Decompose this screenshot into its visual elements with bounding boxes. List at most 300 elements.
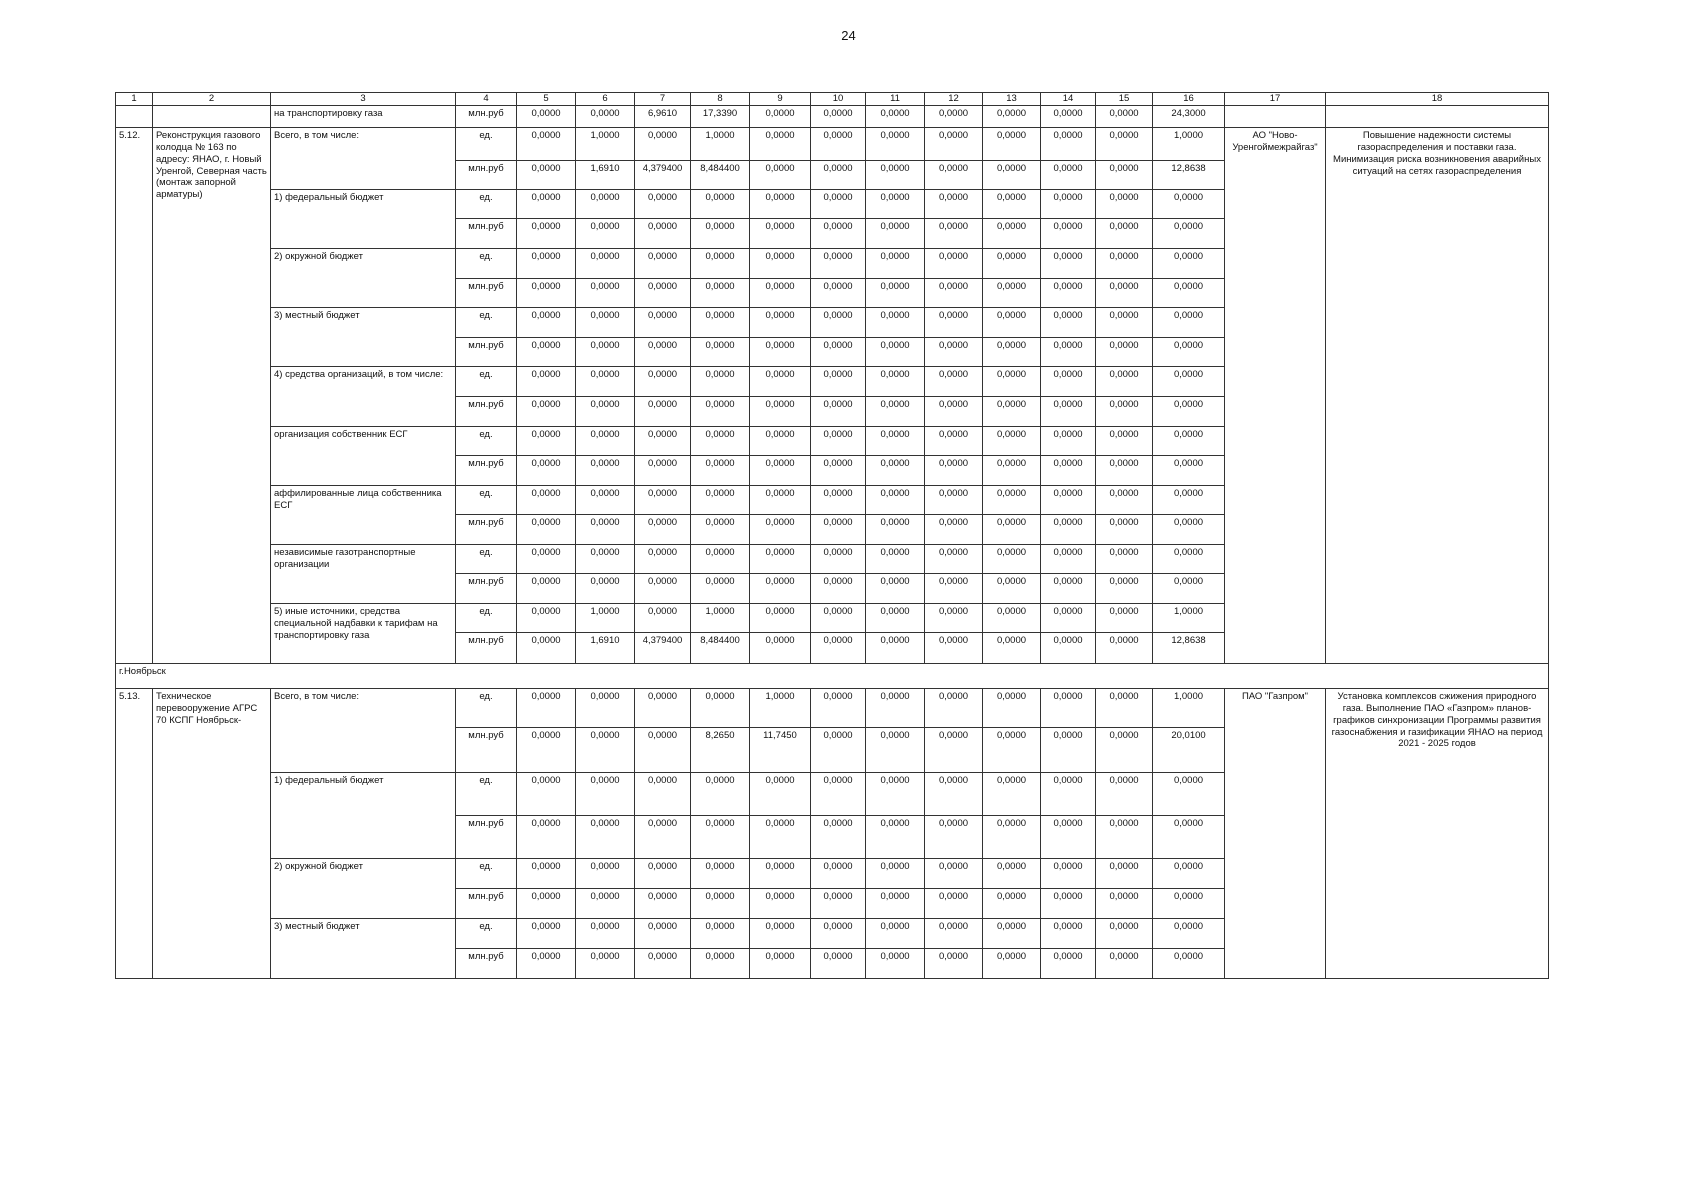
- value-cell: 0,0000: [750, 127, 811, 160]
- value-cell: 0,0000: [1041, 918, 1096, 948]
- value-cell: 0,0000: [517, 366, 576, 396]
- value-cell: 0,0000: [983, 218, 1041, 248]
- value-cell: 0,0000: [691, 688, 750, 727]
- value-cell: 12,8638: [1153, 160, 1225, 189]
- unit-cell: ед.: [456, 127, 517, 160]
- value-cell: 0,0000: [1153, 544, 1225, 573]
- value-cell: 0,0000: [1153, 189, 1225, 218]
- value-cell: 0,0000: [576, 918, 635, 948]
- unit-cell: млн.руб: [456, 727, 517, 772]
- value-cell: 0,0000: [635, 278, 691, 307]
- goal: Повышение надежности системы газораспределения и поставки газа. Минимизация риска возникновения аварийных ситуаций на сетях газораспределения: [1326, 127, 1549, 663]
- unit-cell: млн.руб: [456, 573, 517, 603]
- value-cell: 0,0000: [811, 337, 866, 366]
- value-cell: 0,0000: [517, 278, 576, 307]
- value-cell: 0,0000: [750, 218, 811, 248]
- value-cell: 0,0000: [576, 337, 635, 366]
- column-number: 7: [635, 93, 691, 106]
- value-cell: 0,0000: [866, 160, 925, 189]
- value-cell: 0,0000: [517, 485, 576, 514]
- value-cell: 0,0000: [925, 455, 983, 485]
- value-cell: 0,0000: [983, 485, 1041, 514]
- value-cell: 0,0000: [1153, 888, 1225, 918]
- value-cell: 0,0000: [983, 307, 1041, 337]
- value-cell: 0,0000: [1096, 485, 1153, 514]
- value-cell: 8,484400: [691, 632, 750, 663]
- value-cell: 0,0000: [576, 366, 635, 396]
- value-cell: 0,0000: [1041, 307, 1096, 337]
- value-cell: 0,0000: [517, 603, 576, 632]
- value-cell: 0,0000: [691, 396, 750, 426]
- value-cell: 0,0000: [691, 337, 750, 366]
- value-cell: 0,0000: [1153, 815, 1225, 858]
- column-number: 3: [271, 93, 456, 106]
- value-cell: 0,0000: [811, 127, 866, 160]
- value-cell: 0,0000: [576, 455, 635, 485]
- value-cell: 0,0000: [866, 573, 925, 603]
- value-cell: 0,0000: [576, 688, 635, 727]
- value-cell: 0,0000: [750, 248, 811, 278]
- column-number: 13: [983, 93, 1041, 106]
- value-cell: 0,0000: [983, 918, 1041, 948]
- funding-source-label: Всего, в том числе:: [271, 688, 456, 772]
- value-cell: 0,0000: [866, 278, 925, 307]
- value-cell: 0,0000: [983, 426, 1041, 455]
- value-cell: 0,0000: [1153, 426, 1225, 455]
- column-number: 6: [576, 93, 635, 106]
- value-cell: 12,8638: [1153, 632, 1225, 663]
- value-cell: 0,0000: [517, 858, 576, 888]
- value-cell: 0,0000: [635, 544, 691, 573]
- value-cell: 0,0000: [517, 772, 576, 815]
- value-cell: 0,0000: [1096, 544, 1153, 573]
- value-cell: 0,0000: [866, 366, 925, 396]
- value-cell: 0,0000: [750, 278, 811, 307]
- value-cell: 1,0000: [1153, 603, 1225, 632]
- value-cell: 1,0000: [750, 688, 811, 727]
- unit-cell: млн.руб: [456, 218, 517, 248]
- value-cell: 0,0000: [983, 248, 1041, 278]
- value-cell: 0,0000: [576, 307, 635, 337]
- value-cell: 0,0000: [691, 366, 750, 396]
- item-name: Реконструкция газового колодца № 163 по адресу: ЯНАО, г. Новый Уренгой, Северная часть (монтаж запорной арматуры): [153, 127, 271, 663]
- unit-cell: ед.: [456, 772, 517, 815]
- item-row: [116, 127, 1549, 160]
- value-cell: 0,0000: [866, 858, 925, 888]
- value-cell: 0,0000: [576, 485, 635, 514]
- value-cell: 0,0000: [925, 815, 983, 858]
- value-cell: 0,0000: [517, 918, 576, 948]
- value-cell: 0,0000: [1041, 278, 1096, 307]
- value-cell: 0,0000: [1153, 366, 1225, 396]
- value-cell: 0,0000: [691, 307, 750, 337]
- value-cell: 0,0000: [983, 455, 1041, 485]
- value-cell: 0,0000: [811, 514, 866, 544]
- value-cell: 0,0000: [635, 573, 691, 603]
- value-cell: 0,0000: [1041, 248, 1096, 278]
- value-cell: 0,0000: [811, 815, 866, 858]
- value-cell: 0,0000: [866, 727, 925, 772]
- unit-cell: ед.: [456, 426, 517, 455]
- value-cell: 0,0000: [691, 455, 750, 485]
- value-cell: 0,0000: [635, 772, 691, 815]
- value-cell: 0,0000: [811, 948, 866, 978]
- value-cell: 0,0000: [750, 603, 811, 632]
- value-cell: 0,0000: [750, 888, 811, 918]
- unit-cell: млн.руб: [456, 105, 517, 127]
- value-cell: 0,0000: [866, 189, 925, 218]
- value-cell: 0,0000: [925, 544, 983, 573]
- value-cell: 0,0000: [811, 160, 866, 189]
- value-cell: 0,0000: [635, 455, 691, 485]
- value-cell: 0,0000: [866, 455, 925, 485]
- value-cell: 0,0000: [925, 858, 983, 888]
- column-number: 1: [116, 93, 153, 106]
- value-cell: 0,0000: [866, 688, 925, 727]
- value-cell: 0,0000: [576, 105, 635, 127]
- value-cell: 0,0000: [983, 727, 1041, 772]
- funding-source-label: 5) иные источники, средства специальной надбавки к тарифам на транспортировку газа: [271, 603, 456, 663]
- value-cell: 0,0000: [1096, 603, 1153, 632]
- value-cell: 0,0000: [983, 688, 1041, 727]
- value-cell: 0,0000: [925, 396, 983, 426]
- funding-source-label: 4) средства организаций, в том числе:: [271, 366, 456, 426]
- funding-source-label: 1) федеральный бюджет: [271, 189, 456, 248]
- value-cell: 4,379400: [635, 632, 691, 663]
- value-cell: 0,0000: [517, 127, 576, 160]
- value-cell: 0,0000: [576, 396, 635, 426]
- value-cell: 0,0000: [925, 127, 983, 160]
- value-cell: 0,0000: [691, 544, 750, 573]
- value-cell: 0,0000: [750, 485, 811, 514]
- value-cell: 0,0000: [866, 127, 925, 160]
- value-cell: 0,0000: [1041, 573, 1096, 603]
- value-cell: 0,0000: [691, 918, 750, 948]
- item-row: [116, 688, 1549, 727]
- value-cell: 8,2650: [691, 727, 750, 772]
- value-cell: 0,0000: [750, 948, 811, 978]
- value-cell: 0,0000: [1096, 248, 1153, 278]
- value-cell: 0,0000: [750, 632, 811, 663]
- value-cell: 0,0000: [1096, 160, 1153, 189]
- value-cell: 0,0000: [635, 426, 691, 455]
- value-cell: 0,0000: [1153, 455, 1225, 485]
- value-cell: 0,0000: [925, 772, 983, 815]
- value-cell: 17,3390: [691, 105, 750, 127]
- value-cell: 0,0000: [1153, 573, 1225, 603]
- value-cell: 0,0000: [635, 485, 691, 514]
- value-cell: 0,0000: [983, 603, 1041, 632]
- value-cell: 0,0000: [1041, 727, 1096, 772]
- value-cell: 0,0000: [811, 858, 866, 888]
- section-title: г.Ноябрьск: [116, 663, 1549, 688]
- value-cell: 0,0000: [925, 485, 983, 514]
- value-cell: 0,0000: [750, 307, 811, 337]
- value-cell: 0,0000: [1041, 858, 1096, 888]
- value-cell: 20,0100: [1153, 727, 1225, 772]
- value-cell: 0,0000: [691, 278, 750, 307]
- value-cell: 0,0000: [635, 218, 691, 248]
- value-cell: 0,0000: [517, 948, 576, 978]
- value-cell: 0,0000: [1041, 396, 1096, 426]
- column-number: 18: [1326, 93, 1549, 106]
- value-cell: 0,0000: [811, 426, 866, 455]
- value-cell: 0,0000: [866, 772, 925, 815]
- value-cell: 0,0000: [576, 426, 635, 455]
- value-cell: 0,0000: [811, 455, 866, 485]
- unit-cell: млн.руб: [456, 278, 517, 307]
- value-cell: 0,0000: [635, 189, 691, 218]
- value-cell: 0,0000: [983, 573, 1041, 603]
- value-cell: 0,0000: [576, 544, 635, 573]
- value-cell: 0,0000: [866, 426, 925, 455]
- value-cell: 0,0000: [925, 105, 983, 127]
- value-cell: 0,0000: [983, 858, 1041, 888]
- unit-cell: млн.руб: [456, 337, 517, 366]
- value-cell: 0,0000: [1041, 426, 1096, 455]
- value-cell: 1,0000: [1153, 127, 1225, 160]
- value-cell: 0,0000: [750, 544, 811, 573]
- value-cell: 0,0000: [1096, 688, 1153, 727]
- value-cell: 0,0000: [1041, 603, 1096, 632]
- funding-source-label: аффилированные лица собственника ЕСГ: [271, 485, 456, 544]
- value-cell: 0,0000: [750, 573, 811, 603]
- empty-cell: [153, 105, 271, 127]
- value-cell: 0,0000: [866, 105, 925, 127]
- value-cell: 0,0000: [750, 337, 811, 366]
- executor: АО "Ново-Уренгоймежрайгаз": [1225, 127, 1326, 663]
- value-cell: 0,0000: [1041, 514, 1096, 544]
- value-cell: 0,0000: [750, 189, 811, 218]
- value-cell: 1,0000: [691, 127, 750, 160]
- value-cell: 0,0000: [1096, 218, 1153, 248]
- value-cell: 0,0000: [983, 948, 1041, 978]
- value-cell: 0,0000: [925, 514, 983, 544]
- value-cell: 0,0000: [576, 278, 635, 307]
- value-cell: 0,0000: [635, 815, 691, 858]
- value-cell: 0,0000: [1096, 888, 1153, 918]
- value-cell: 0,0000: [1096, 366, 1153, 396]
- value-cell: 0,0000: [1041, 455, 1096, 485]
- value-cell: 0,0000: [866, 544, 925, 573]
- value-cell: 0,0000: [517, 514, 576, 544]
- value-cell: 0,0000: [691, 218, 750, 248]
- value-cell: 0,0000: [866, 307, 925, 337]
- value-cell: 0,0000: [983, 105, 1041, 127]
- value-cell: 0,0000: [750, 815, 811, 858]
- value-cell: 11,7450: [750, 727, 811, 772]
- value-cell: 0,0000: [1096, 127, 1153, 160]
- value-cell: 0,0000: [691, 514, 750, 544]
- value-cell: 0,0000: [1096, 727, 1153, 772]
- value-cell: 0,0000: [1153, 307, 1225, 337]
- value-cell: 0,0000: [1153, 948, 1225, 978]
- value-cell: 0,0000: [1041, 218, 1096, 248]
- value-cell: 0,0000: [750, 514, 811, 544]
- value-cell: 0,0000: [1153, 514, 1225, 544]
- value-cell: 0,0000: [635, 727, 691, 772]
- unit-cell: ед.: [456, 603, 517, 632]
- value-cell: 0,0000: [517, 189, 576, 218]
- value-cell: 0,0000: [1096, 573, 1153, 603]
- value-cell: 0,0000: [1096, 632, 1153, 663]
- value-cell: 0,0000: [691, 772, 750, 815]
- value-cell: 0,0000: [517, 688, 576, 727]
- unit-cell: млн.руб: [456, 948, 517, 978]
- value-cell: 0,0000: [635, 888, 691, 918]
- value-cell: 0,0000: [983, 278, 1041, 307]
- value-cell: 6,9610: [635, 105, 691, 127]
- value-cell: 0,0000: [811, 366, 866, 396]
- value-cell: 0,0000: [576, 514, 635, 544]
- value-cell: 0,0000: [691, 858, 750, 888]
- value-cell: 0,0000: [925, 307, 983, 337]
- value-cell: 0,0000: [1041, 815, 1096, 858]
- value-cell: 1,0000: [1153, 688, 1225, 727]
- value-cell: 0,0000: [1041, 544, 1096, 573]
- value-cell: 0,0000: [1041, 888, 1096, 918]
- value-cell: 0,0000: [866, 514, 925, 544]
- value-cell: 0,0000: [750, 105, 811, 127]
- unit-cell: ед.: [456, 485, 517, 514]
- value-cell: 0,0000: [1041, 127, 1096, 160]
- value-cell: 0,0000: [635, 366, 691, 396]
- value-cell: 0,0000: [866, 918, 925, 948]
- funding-source-label: 3) местный бюджет: [271, 307, 456, 366]
- value-cell: 0,0000: [983, 396, 1041, 426]
- value-cell: 0,0000: [811, 888, 866, 918]
- column-number: 15: [1096, 93, 1153, 106]
- value-cell: 0,0000: [1041, 485, 1096, 514]
- value-cell: 0,0000: [925, 189, 983, 218]
- column-number: 12: [925, 93, 983, 106]
- value-cell: 0,0000: [983, 632, 1041, 663]
- value-cell: 1,0000: [576, 127, 635, 160]
- column-number: 10: [811, 93, 866, 106]
- value-cell: 0,0000: [517, 727, 576, 772]
- value-cell: 0,0000: [576, 888, 635, 918]
- column-number: 2: [153, 93, 271, 106]
- value-cell: 0,0000: [517, 307, 576, 337]
- unit-cell: ед.: [456, 366, 517, 396]
- value-cell: 0,0000: [576, 948, 635, 978]
- value-cell: 0,0000: [691, 485, 750, 514]
- value-cell: 0,0000: [1096, 337, 1153, 366]
- value-cell: 0,0000: [635, 307, 691, 337]
- value-cell: 0,0000: [811, 278, 866, 307]
- value-cell: 0,0000: [925, 727, 983, 772]
- value-cell: 0,0000: [750, 396, 811, 426]
- value-cell: 0,0000: [1096, 105, 1153, 127]
- value-cell: 0,0000: [925, 688, 983, 727]
- value-cell: 0,0000: [925, 426, 983, 455]
- unit-cell: ед.: [456, 544, 517, 573]
- value-cell: 0,0000: [1096, 514, 1153, 544]
- unit-cell: ед.: [456, 307, 517, 337]
- value-cell: 0,0000: [576, 727, 635, 772]
- value-cell: 24,3000: [1153, 105, 1225, 127]
- value-cell: 0,0000: [983, 189, 1041, 218]
- value-cell: 0,0000: [1041, 160, 1096, 189]
- value-cell: 0,0000: [517, 248, 576, 278]
- value-cell: 0,0000: [750, 455, 811, 485]
- value-cell: 1,0000: [576, 603, 635, 632]
- value-cell: 0,0000: [1041, 337, 1096, 366]
- value-cell: 0,0000: [635, 248, 691, 278]
- funding-source-label: 2) окружной бюджет: [271, 858, 456, 918]
- value-cell: 0,0000: [750, 918, 811, 948]
- value-cell: 1,0000: [691, 603, 750, 632]
- unit-cell: млн.руб: [456, 514, 517, 544]
- value-cell: 1,6910: [576, 632, 635, 663]
- value-cell: 0,0000: [1041, 189, 1096, 218]
- value-cell: 0,0000: [1153, 278, 1225, 307]
- value-cell: 0,0000: [983, 337, 1041, 366]
- value-cell: 0,0000: [925, 573, 983, 603]
- value-cell: 0,0000: [811, 248, 866, 278]
- item-number: 5.13.: [116, 688, 153, 978]
- value-cell: 0,0000: [1041, 632, 1096, 663]
- value-cell: 0,0000: [983, 888, 1041, 918]
- unit-cell: ед.: [456, 189, 517, 218]
- column-number: 4: [456, 93, 517, 106]
- value-cell: 0,0000: [1096, 948, 1153, 978]
- value-cell: 0,0000: [1096, 815, 1153, 858]
- unit-cell: млн.руб: [456, 160, 517, 189]
- value-cell: 0,0000: [517, 455, 576, 485]
- unit-cell: млн.руб: [456, 888, 517, 918]
- row-label: на транспортировку газа: [271, 105, 456, 127]
- value-cell: 0,0000: [517, 544, 576, 573]
- value-cell: 0,0000: [750, 160, 811, 189]
- value-cell: 0,0000: [635, 337, 691, 366]
- value-cell: 0,0000: [1153, 485, 1225, 514]
- value-cell: 0,0000: [925, 160, 983, 189]
- value-cell: 0,0000: [1096, 918, 1153, 948]
- value-cell: 0,0000: [811, 918, 866, 948]
- value-cell: 0,0000: [811, 727, 866, 772]
- value-cell: 0,0000: [1096, 396, 1153, 426]
- value-cell: 0,0000: [635, 688, 691, 727]
- value-cell: 0,0000: [925, 337, 983, 366]
- value-cell: 0,0000: [1041, 105, 1096, 127]
- value-cell: 0,0000: [635, 127, 691, 160]
- value-cell: 0,0000: [811, 573, 866, 603]
- value-cell: 0,0000: [1153, 396, 1225, 426]
- value-cell: 0,0000: [517, 105, 576, 127]
- value-cell: 0,0000: [983, 127, 1041, 160]
- value-cell: 0,0000: [576, 772, 635, 815]
- empty-cell: [1225, 105, 1326, 127]
- value-cell: 0,0000: [866, 603, 925, 632]
- item-name: Техническое перевооружение АГРС 70 КСПГ Ноябрьск-: [153, 688, 271, 978]
- value-cell: 0,0000: [1096, 455, 1153, 485]
- value-cell: 0,0000: [983, 815, 1041, 858]
- unit-cell: ед.: [456, 918, 517, 948]
- value-cell: 0,0000: [750, 858, 811, 888]
- value-cell: 0,0000: [1153, 337, 1225, 366]
- value-cell: 0,0000: [635, 948, 691, 978]
- value-cell: 0,0000: [1096, 278, 1153, 307]
- value-cell: 0,0000: [691, 948, 750, 978]
- value-cell: 0,0000: [1096, 426, 1153, 455]
- section-row: [116, 663, 1549, 688]
- column-number: 16: [1153, 93, 1225, 106]
- value-cell: 0,0000: [1153, 772, 1225, 815]
- value-cell: 0,0000: [866, 248, 925, 278]
- value-cell: 0,0000: [925, 248, 983, 278]
- value-cell: 0,0000: [750, 366, 811, 396]
